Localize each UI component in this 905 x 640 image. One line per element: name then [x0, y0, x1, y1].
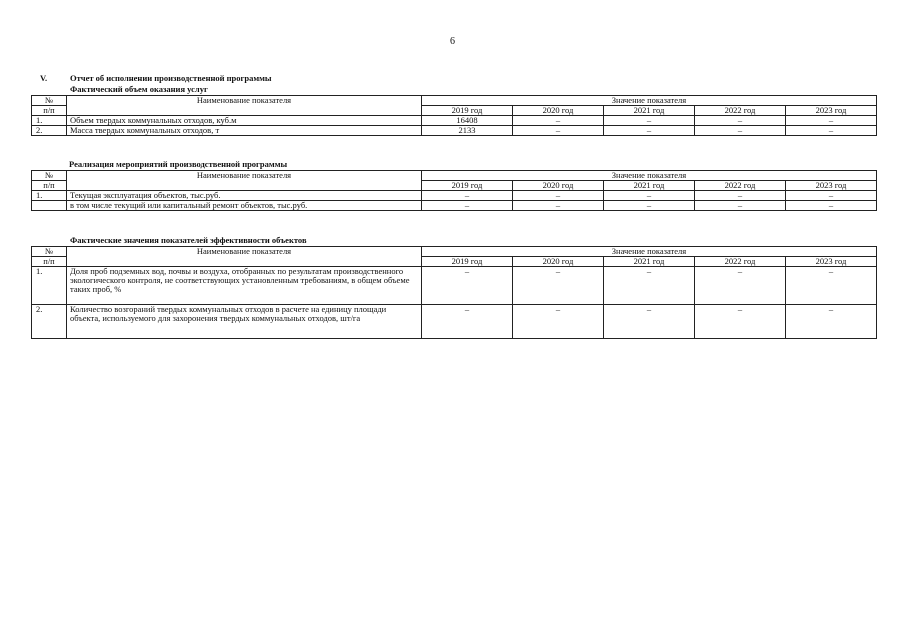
- table-3-caption: Фактические значения показателей эффективности объектов: [70, 235, 307, 245]
- section-roman-numeral: V.: [40, 73, 48, 83]
- row-value: –: [604, 126, 695, 136]
- header-name: Наименование показателя: [67, 171, 422, 191]
- header-year: 2019 год: [422, 181, 513, 191]
- row-value: –: [786, 305, 877, 339]
- table-1-caption: Фактический объем оказания услуг: [70, 84, 208, 94]
- row-value: –: [513, 191, 604, 201]
- row-value: –: [695, 191, 786, 201]
- row-value: –: [604, 191, 695, 201]
- header-year: 2020 год: [513, 181, 604, 191]
- header-year: 2022 год: [695, 257, 786, 267]
- header-year: 2023 год: [786, 257, 877, 267]
- header-year: 2023 год: [786, 106, 877, 116]
- row-value: 16408: [422, 116, 513, 126]
- header-num-bottom: п/п: [32, 106, 67, 116]
- row-name: Масса твердых коммунальных отходов, т: [67, 126, 422, 136]
- header-num-top: №: [32, 247, 67, 257]
- row-value: –: [695, 201, 786, 211]
- row-value: –: [513, 126, 604, 136]
- header-value: Значение показателя: [422, 171, 877, 181]
- table-2: [31, 170, 877, 211]
- header-year: 2020 год: [513, 106, 604, 116]
- row-number: 2.: [32, 305, 67, 339]
- table-1: [31, 95, 877, 136]
- section-title: Отчет об исполнении производственной программы: [70, 73, 272, 83]
- row-name: Количество возгораний твердых коммунальных отходов в расчете на единицу площади объекта, используемого для захоронения твердых коммунальных отходов, шт/га: [67, 305, 422, 339]
- header-year: 2023 год: [786, 181, 877, 191]
- row-value: –: [786, 267, 877, 305]
- row-name: Объем твердых коммунальных отходов, куб.м: [67, 116, 422, 126]
- table-row: [32, 126, 877, 136]
- header-year: 2021 год: [604, 257, 695, 267]
- row-value: –: [513, 305, 604, 339]
- row-number: [32, 201, 67, 211]
- row-name: в том числе текущий или капитальный ремонт объектов, тыс.руб.: [67, 201, 422, 211]
- row-value: –: [513, 201, 604, 211]
- table-row: [32, 116, 877, 126]
- row-value: 2133: [422, 126, 513, 136]
- row-value: –: [604, 201, 695, 211]
- row-value: –: [513, 267, 604, 305]
- row-value: –: [786, 201, 877, 211]
- row-value: –: [604, 305, 695, 339]
- header-year: 2022 год: [695, 181, 786, 191]
- table-3: [31, 246, 877, 339]
- header-num-bottom: п/п: [32, 257, 67, 267]
- row-number: 1.: [32, 116, 67, 126]
- table-2-caption: Реализация мероприятий производственной программы: [69, 159, 288, 169]
- header-num-top: №: [32, 171, 67, 181]
- table-row: [32, 267, 877, 305]
- table-row: [32, 191, 877, 201]
- header-name: Наименование показателя: [67, 247, 422, 267]
- row-value: –: [604, 267, 695, 305]
- row-number: 1.: [32, 267, 67, 305]
- row-value: –: [422, 191, 513, 201]
- row-value: –: [422, 201, 513, 211]
- row-value: –: [786, 191, 877, 201]
- header-year: 2021 год: [604, 106, 695, 116]
- row-name: Доля проб подземных вод, почвы и воздуха, отобранных по результатам производственного экологического контроля, не соответствующих установленным требованиям, в общем объеме таких проб, %: [67, 267, 422, 305]
- header-year: 2019 год: [422, 257, 513, 267]
- header-num-top: №: [32, 96, 67, 106]
- row-value: –: [695, 116, 786, 126]
- row-value: –: [695, 126, 786, 136]
- table-row: [32, 201, 877, 211]
- header-value: Значение показателя: [422, 247, 877, 257]
- section-heading: [40, 73, 272, 83]
- header-year: 2019 год: [422, 106, 513, 116]
- header-name: Наименование показателя: [67, 96, 422, 116]
- page-number: 6: [450, 36, 455, 47]
- row-value: –: [786, 116, 877, 126]
- row-value: –: [695, 305, 786, 339]
- row-number: 2.: [32, 126, 67, 136]
- header-year: 2020 год: [513, 257, 604, 267]
- header-year: 2021 год: [604, 181, 695, 191]
- row-value: –: [422, 305, 513, 339]
- header-num-bottom: п/п: [32, 181, 67, 191]
- row-number: 1.: [32, 191, 67, 201]
- row-value: –: [695, 267, 786, 305]
- table-row: [32, 305, 877, 339]
- row-value: –: [422, 267, 513, 305]
- header-value: Значение показателя: [422, 96, 877, 106]
- header-year: 2022 год: [695, 106, 786, 116]
- row-name: Текущая эксплуатация объектов, тыс.руб.: [67, 191, 422, 201]
- row-value: –: [786, 126, 877, 136]
- row-value: –: [604, 116, 695, 126]
- row-value: –: [513, 116, 604, 126]
